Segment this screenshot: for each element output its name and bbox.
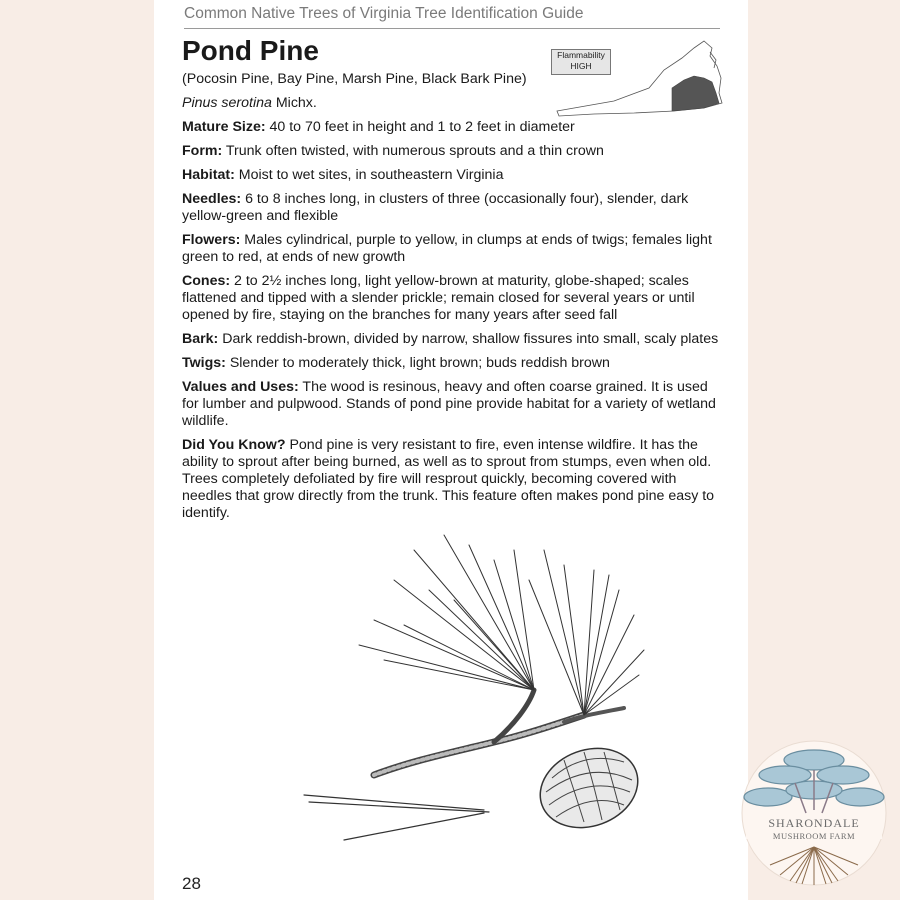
section-values-uses: Values and Uses: The wood is resinous, heavy and often coarse grained. It is used for lumber and pulpwood. Stands of pond pine provide habitat for a variety of wetland wildlife. (182, 379, 716, 429)
mushroom-farm-logo (740, 735, 888, 890)
section-flowers: Flowers: Males cylindrical, purple to yellow, in clumps at ends of twigs; females light green to red, at ends of new growth (182, 232, 712, 265)
scientific-author: Michx. (271, 95, 317, 111)
tree-name: Pond Pine (182, 35, 319, 66)
section-twigs: Twigs: Slender to moderately thick, light brown; buds reddish brown (182, 355, 610, 371)
other-names: (Pocosin Pine, Bay Pine, Marsh Pine, Black Bark Pine) (182, 71, 527, 87)
logo-line1: SHARONDALE (768, 816, 860, 830)
running-header: Common Native Trees of Virginia Tree Identification Guide (184, 5, 720, 29)
flammability-label: Flammability (557, 50, 605, 60)
section-did-you-know: Did You Know? Pond pine is very resistant to fire, even intense wildfire. It has the ability to sprout after being burned, as well as to sprout from stumps, even when old. Trees completely defoliated by fire will resprout quickly, becoming covered with needles that grow directly from the trunk. This feature often makes pond pine easy to identify. (182, 437, 715, 521)
page-number: 28 (182, 874, 201, 893)
section-cones: Cones: 2 to 2½ inches long, light yellow-brown at maturity, globe-shaped; scales flattened and tipped with a slender prickle; remain closed for several years or until opened by fire, staying on the branches for many years after seed fall (182, 273, 695, 323)
section-form: Form: Trunk often twisted, with numerous sprouts and a thin crown (182, 143, 604, 159)
pine-branch-illustration (284, 530, 664, 860)
section-mature-size: Mature Size: 40 to 70 feet in height and 1 to 2 feet in diameter (182, 119, 575, 135)
logo-line2: MUSHROOM FARM (772, 831, 856, 841)
section-needles: Needles: 6 to 8 inches long, in clusters of three (occasionally four), slender, dark yellow-green and flexible (182, 191, 689, 224)
scientific-genus-species: Pinus serotina (182, 95, 272, 111)
pine-cone-icon (529, 735, 649, 841)
guide-page (154, 0, 748, 900)
section-habitat: Habitat: Moist to wet sites, in southeastern Virginia (182, 167, 504, 183)
flammability-value: HIGH (570, 61, 592, 71)
section-bark: Bark: Dark reddish-brown, divided by narrow, shallow fissures into small, scaly plates (182, 331, 719, 347)
description-body (182, 71, 722, 529)
scientific-name (182, 95, 722, 112)
